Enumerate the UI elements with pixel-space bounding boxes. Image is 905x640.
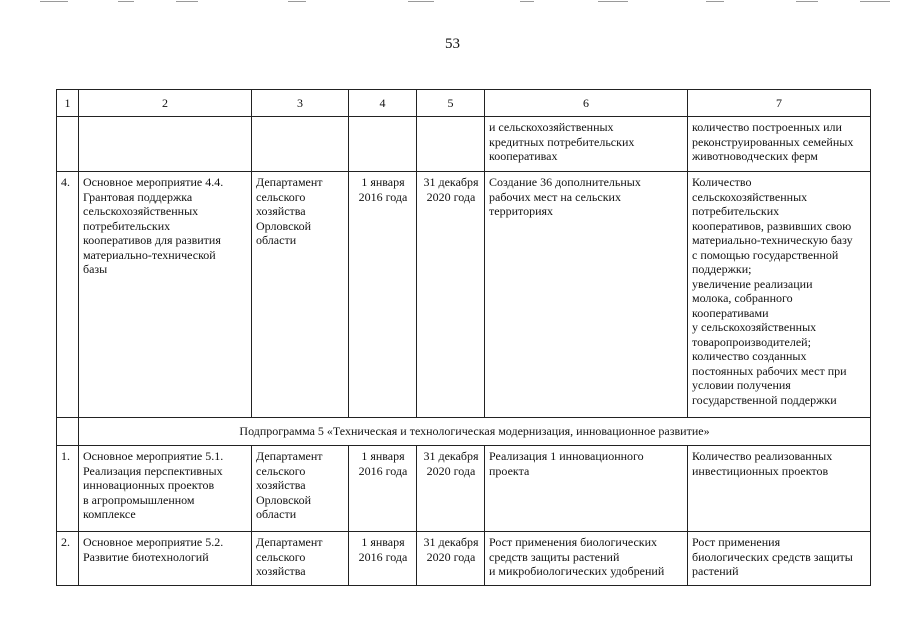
cell-line: Развитие биотехнологий — [83, 549, 209, 564]
cell-line: инвестиционных проектов — [692, 463, 829, 478]
cell-line: и микробиологических удобрений — [489, 564, 665, 578]
cell-line: Рост применения — [692, 535, 781, 549]
cell-line: 31 декабря — [423, 535, 479, 549]
scan-top-edge-marks — [0, 0, 905, 4]
continuation-row — [57, 117, 871, 172]
table-row-activity-4-4 — [57, 172, 871, 418]
result-cell — [485, 446, 688, 532]
cell-line: животноводческих ферм — [692, 149, 818, 163]
cell-line: реконструированных семейных — [692, 134, 854, 149]
start-date-cell — [349, 446, 417, 532]
cell-line: кооперативами — [692, 305, 769, 320]
cell-line: потребительских — [83, 218, 171, 233]
subprogram-header-row — [57, 418, 871, 446]
cell-line: базы — [83, 262, 108, 276]
cell-line: растений — [692, 564, 739, 578]
activity-cell — [79, 532, 252, 586]
cell-line: Орловской — [256, 218, 312, 233]
table-cell — [349, 117, 417, 172]
cell-line: сельскохозяйственных — [83, 204, 199, 218]
cell-line: сельского — [256, 549, 306, 564]
cell-line: комплексе — [83, 507, 136, 521]
cell-line: Количество реализованных — [692, 449, 833, 463]
cell-line: Реализация перспективных — [83, 463, 223, 478]
column-header: 7 — [688, 90, 871, 117]
cell-line: Орловской — [256, 492, 312, 507]
cell-line: хозяйства — [256, 478, 306, 492]
executor-cell — [252, 446, 349, 532]
cell-line: Грантовая поддержка — [83, 189, 193, 204]
result-cell — [485, 172, 688, 418]
column-header: 1 — [57, 90, 79, 117]
cell-line: Основное мероприятие 5.2. — [83, 535, 224, 549]
cell-line: средств защиты растений — [489, 549, 620, 564]
activity-cell — [79, 172, 252, 418]
cell-line: кредитных потребительских — [489, 134, 635, 149]
cell-line: постоянных рабочих мест при — [692, 363, 847, 378]
executor-cell — [252, 172, 349, 418]
cell-line: количество построенных или — [692, 120, 842, 134]
cell-line: рабочих мест на сельских — [489, 189, 621, 204]
cell-line: 2020 года — [426, 549, 476, 564]
cell-line: хозяйства — [256, 204, 306, 218]
cell-line: инновационных проектов — [83, 478, 215, 492]
result-cell — [485, 532, 688, 586]
start-date-cell — [349, 172, 417, 418]
indicator-cell — [688, 532, 871, 586]
cell-line: материально-технической — [83, 247, 216, 262]
cell-line: Департамент — [256, 449, 323, 463]
end-date-cell — [417, 172, 485, 418]
table-cell — [57, 418, 79, 446]
cell-line: 1 января — [361, 175, 405, 189]
cell-line: кооперативах — [489, 149, 558, 163]
result-cell — [485, 117, 688, 172]
cell-line: области — [256, 233, 297, 247]
cell-line: государственной поддержки — [692, 392, 837, 407]
cell-line: сельскохозяйственных — [692, 189, 808, 204]
cell-line: Создание 36 дополнительных — [489, 175, 641, 189]
row-number: 2. — [57, 532, 79, 586]
cell-line: у сельскохозяйственных — [692, 320, 817, 334]
cell-line: материально-техническую базу — [692, 233, 853, 247]
cell-line: Департамент — [256, 175, 323, 189]
cell-line: 1 января — [361, 535, 405, 549]
cell-line: Департамент — [256, 535, 323, 549]
subprogram-title: Подпрограмма 5 «Техническая и технологическая модернизация, инновационное развитие» — [79, 418, 871, 446]
cell-line: молока, собранного — [692, 291, 793, 305]
cell-line: и сельскохозяйственных — [489, 120, 614, 134]
column-number-header-row — [57, 90, 871, 117]
cell-line: 31 декабря — [423, 449, 479, 463]
cell-line: Реализация 1 инновационного — [489, 449, 644, 463]
cell-line: 2016 года — [358, 189, 408, 204]
table-cell — [417, 117, 485, 172]
cell-line: территориях — [489, 204, 554, 218]
activities-table — [56, 89, 871, 586]
cell-line: Основное мероприятие 5.1. — [83, 449, 224, 463]
cell-line: товаропроизводителей; — [692, 334, 811, 349]
start-date-cell — [349, 532, 417, 586]
indicator-cell — [688, 117, 871, 172]
cell-line: количество созданных — [692, 349, 807, 363]
activity-cell — [79, 446, 252, 532]
executor-cell — [252, 532, 349, 586]
cell-line: 2020 года — [426, 463, 476, 478]
cell-line: Рост применения биологических — [489, 535, 658, 549]
table-cell — [252, 117, 349, 172]
cell-line: 2016 года — [358, 463, 408, 478]
cell-line: хозяйства — [256, 564, 306, 578]
table-cell — [57, 117, 79, 172]
end-date-cell — [417, 532, 485, 586]
cell-line: 2020 года — [426, 189, 476, 204]
cell-line: 31 декабря — [423, 175, 479, 189]
cell-line: сельского — [256, 189, 306, 204]
column-header: 6 — [485, 90, 688, 117]
cell-line: поддержки; — [692, 262, 752, 276]
cell-line: потребительских — [692, 204, 780, 218]
cell-line: области — [256, 507, 297, 521]
cell-line: в агропромышленном — [83, 492, 195, 507]
table-row-activity-5-1 — [57, 446, 871, 532]
cell-line: проекта — [489, 463, 530, 478]
row-number: 4. — [57, 172, 79, 418]
cell-line: Количество — [692, 175, 752, 189]
end-date-cell — [417, 446, 485, 532]
cell-line: Основное мероприятие 4.4. — [83, 175, 224, 189]
column-header: 5 — [417, 90, 485, 117]
row-number: 1. — [57, 446, 79, 532]
indicator-cell — [688, 446, 871, 532]
table-cell — [79, 117, 252, 172]
cell-line: условии получения — [692, 378, 791, 392]
column-header: 3 — [252, 90, 349, 117]
cell-line: 1 января — [361, 449, 405, 463]
indicator-cell — [688, 172, 871, 418]
cell-line: сельского — [256, 463, 306, 478]
table-row-activity-5-2 — [57, 532, 871, 586]
cell-line: с помощью государственной — [692, 247, 839, 262]
cell-line: кооперативов для развития — [83, 233, 221, 247]
cell-line: 2016 года — [358, 549, 408, 564]
cell-line: биологических средств защиты — [692, 549, 853, 564]
cell-line: увеличение реализации — [692, 276, 813, 291]
column-header: 4 — [349, 90, 417, 117]
column-header: 2 — [79, 90, 252, 117]
cell-line: кооперативов, развивших свою — [692, 218, 852, 233]
page-number: 53 — [445, 36, 460, 52]
